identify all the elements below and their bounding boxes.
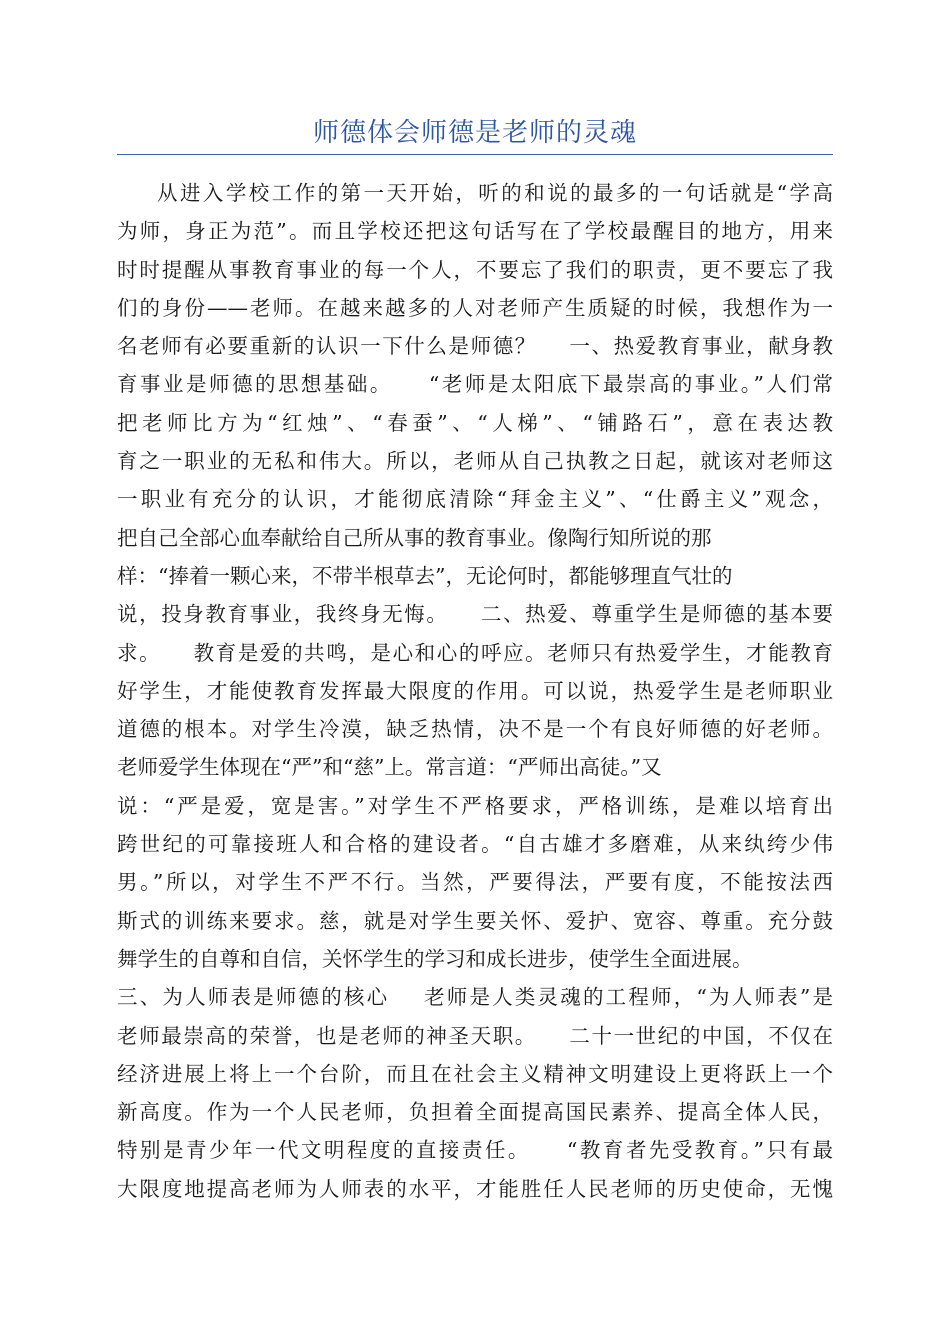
body-line: 老师爱学生体现在“严”和“慈”上。常言道：“严师出高徒。”又	[117, 755, 662, 780]
body-line: 特别是青少年一代文明程度的直接责任。 “教育者先受教育。”只有最	[117, 1138, 833, 1163]
body-line: 说：“严是爱，宽是害。”对学生不严格要求，严格训练，是难以培育出	[117, 793, 833, 818]
body-line: 三、为人师表是师德的核心 老师是人类灵魂的工程师，“为人师表”是	[117, 985, 833, 1010]
body-line: 样：“捧着一颗心来，不带半根草去”，无论何时，都能够理直气壮的	[117, 563, 733, 588]
body-line: 把自己全部心血奉献给自己所从事的教育事业。像陶行知所说的那	[117, 525, 712, 550]
body-line: 斯式的训练来要求。慈，就是对学生要关怀、爱护、宽容、尊重。充分鼓	[117, 908, 833, 933]
title-underline	[117, 154, 833, 155]
body-line: 时时提醒从事教育事业的每一个人，不要忘了我们的职责，更不要忘了我	[117, 257, 833, 282]
body-line: 舞学生的自尊和自信，关怀学生的学习和成长进步，使学生全面进展。	[117, 946, 753, 971]
body-line: 育之一职业的无私和伟大。所以，老师从自己执教之日起，就该对老师这	[117, 449, 833, 474]
body-line: 求。 教育是爱的共鸣，是心和心的呼应。老师只有热爱学生，才能教育	[117, 640, 833, 665]
body-line: 道德的根本。对学生冷漠，缺乏热情，决不是一个有良好师德的好老师。	[117, 717, 833, 742]
body-line: 从进入学校工作的第一天开始，听的和说的最多的一句话就是“学高	[157, 181, 833, 205]
body-line: 把老师比方为“红烛”、“春蚕”、“人梯”、“铺路石”，意在表达教	[117, 410, 833, 435]
document-body	[117, 174, 833, 1208]
body-line: 为师，身正为范”。而且学校还把这句话写在了学校最醒目的地方，用来	[117, 219, 833, 244]
body-line: 男。”所以，对学生不严不行。当然，严要得法，严要有度，不能按法西	[117, 870, 833, 895]
body-line: 说，投身教育事业，我终身无悔。 二、热爱、尊重学生是师德的基本要	[117, 602, 833, 627]
body-line: 跨世纪的可靠接班人和合格的建设者。“自古雄才多磨难，从来纨绔少伟	[117, 832, 833, 857]
body-line: 经济进展上将上一个台阶，而且在社会主义精神文明建设上更将跃上一个	[117, 1061, 833, 1086]
body-line: 大限度地提高老师为人师表的水平，才能胜任人民老师的历史使命，无愧	[117, 1176, 833, 1201]
body-line: 好学生，才能使教育发挥最大限度的作用。可以说，热爱学生是老师职业	[117, 678, 833, 703]
body-line: 新高度。作为一个人民老师，负担着全面提高国民素养、提高全体人民，	[117, 1100, 833, 1125]
body-line: 们的身份——老师。在越来越多的人对老师产生质疑的时候，我想作为一	[117, 295, 833, 320]
document-title: 师德体会师德是老师的灵魂	[312, 118, 637, 148]
body-line: 一职业有充分的认识，才能彻底清除“拜金主义”、“仕爵主义”观念，	[117, 487, 833, 512]
body-line: 老师最崇高的荣誉，也是老师的神圣天职。 二十一世纪的中国，不仅在	[117, 1023, 833, 1048]
body-line: 名老师有必要重新的认识一下什么是师德？ 一、热爱教育事业，献身教	[117, 334, 833, 359]
body-line: 育事业是师德的思想基础。 “老师是太阳底下最崇高的事业。”人们常	[117, 372, 833, 397]
